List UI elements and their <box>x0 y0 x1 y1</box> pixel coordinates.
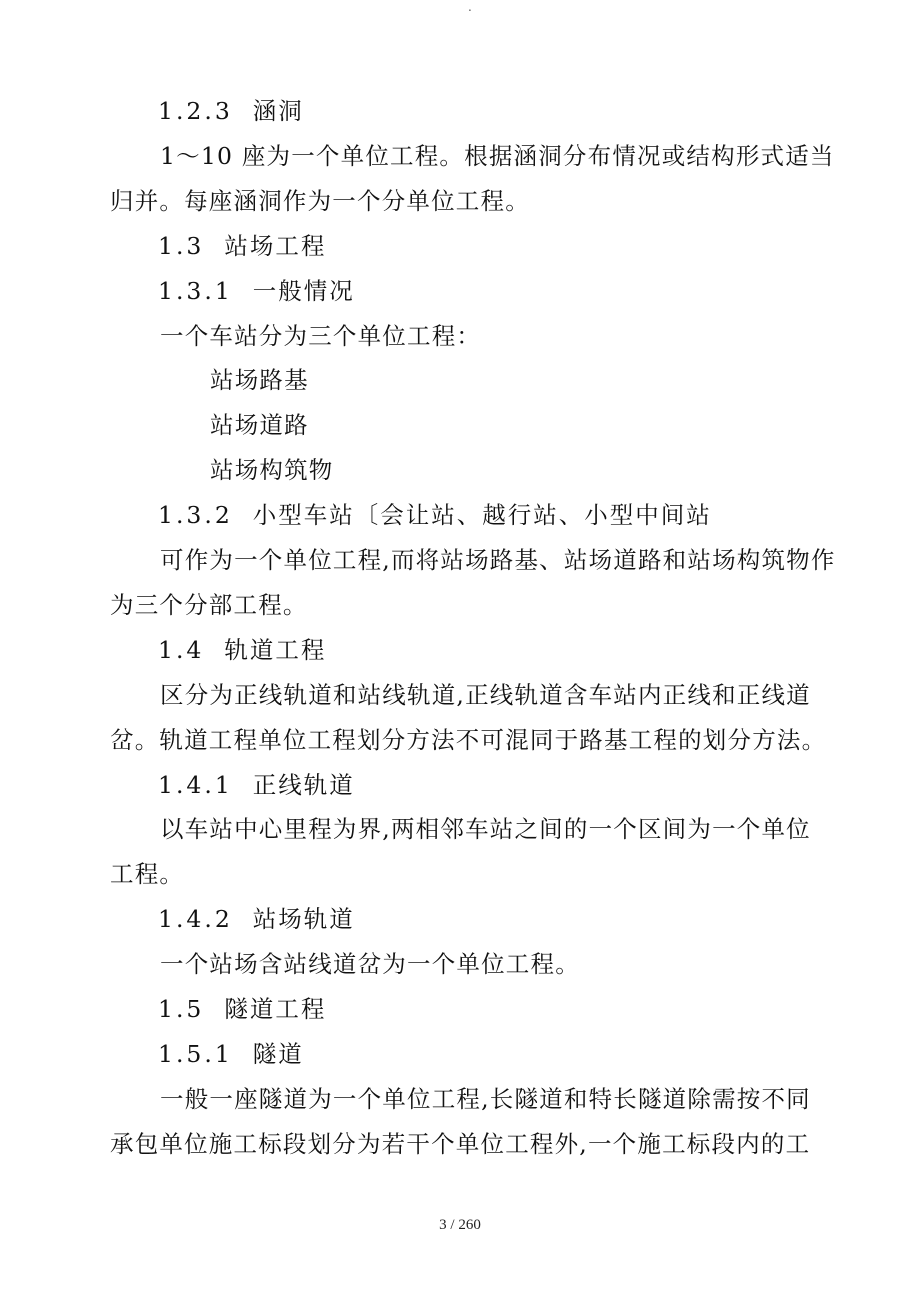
section-title: 隧道工程 <box>224 995 327 1023</box>
paragraph-line: 为三个分部工程。 <box>110 590 308 619</box>
section-heading <box>158 896 355 942</box>
section-number: 1.5.1 <box>158 1039 233 1068</box>
paragraph-line: 一般一座隧道为一个单位工程,长隧道和特长隧道除需按不同 <box>160 1084 811 1113</box>
section-title: 站场轨道 <box>252 905 355 934</box>
section-number: 1.3.2 <box>158 501 233 530</box>
section-heading <box>158 762 355 808</box>
section-heading <box>158 268 355 314</box>
section-title: 轨道工程 <box>224 635 327 664</box>
paragraph-line: 以车站中心里程为界,两相邻车站之间的一个区间为一个单位 <box>160 815 811 844</box>
section-title: 涵洞 <box>252 97 304 125</box>
paragraph-line: 一个站场含站线道岔为一个单位工程。 <box>160 950 580 979</box>
list-item: 站场道路 <box>210 411 309 440</box>
section-number: 1.4.2 <box>158 905 233 934</box>
top-mark: . <box>468 0 472 14</box>
section-number: 1.2.3 <box>158 97 233 125</box>
section-title: 一般情况 <box>252 276 355 305</box>
paragraph-line: 1～10 座为一个单位工程。根据涵洞分布情况或结构形式适当 <box>160 141 835 170</box>
section-number: 1.3 <box>158 231 205 260</box>
section-number: 1.3.1 <box>158 276 233 305</box>
section-heading <box>158 1031 304 1077</box>
section-heading <box>158 223 326 269</box>
section-title: 隧道 <box>252 1039 304 1068</box>
section-heading <box>158 88 304 134</box>
section-title: 小型车站〔会让站、越行站、小型中间站 <box>252 501 712 530</box>
section-heading <box>158 627 326 673</box>
section-heading <box>158 492 712 538</box>
section-number: 1.4.1 <box>158 770 233 799</box>
paragraph-line: 工程。 <box>110 860 185 889</box>
section-number: 1.4 <box>158 635 205 664</box>
section-title: 正线轨道 <box>252 770 355 799</box>
paragraph-line: 一个车站分为三个单位工程： <box>160 321 482 350</box>
list-item: 站场构筑物 <box>210 456 334 485</box>
section-title: 站场工程 <box>224 231 327 260</box>
paragraph-line: 承包单位施工标段划分为若干个单位工程外,一个施工标段内的工 <box>110 1129 811 1158</box>
list-item: 站场路基 <box>210 366 309 395</box>
paragraph-line: 岔。轨道工程单位工程划分方法不可混同于路基工程的划分方法。 <box>110 725 827 754</box>
paragraph-line: 可作为一个单位工程,而将站场路基、站场道路和站场构筑物作 <box>160 546 836 574</box>
page-number: 3 / 260 <box>439 1217 481 1233</box>
section-heading <box>158 986 326 1032</box>
paragraph-line: 归并。每座涵洞作为一个分单位工程。 <box>110 186 530 215</box>
section-number: 1.5 <box>158 995 205 1023</box>
paragraph-line: 区分为正线轨道和站线轨道,正线轨道含车站内正线和正线道 <box>160 680 811 709</box>
